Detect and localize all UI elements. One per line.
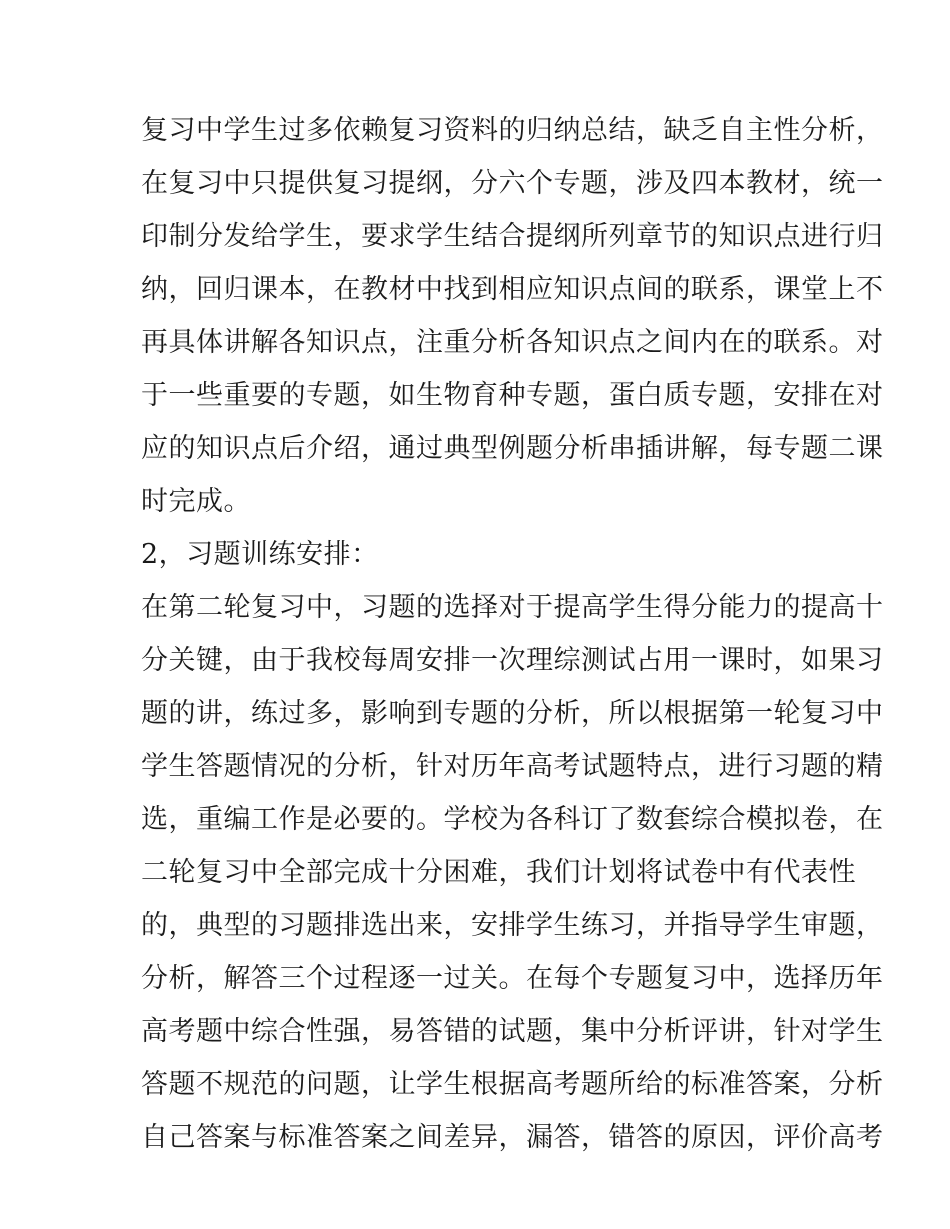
text-line: 于一些重要的专题，如生物育种专题，蛋白质专题，安排在对 <box>141 380 884 411</box>
text-line: 的，典型的习题排选出来，安排学生练习，并指导学生审题， <box>141 910 884 941</box>
text-line: 学生答题情况的分析，针对历年高考试题特点，进行习题的精 <box>141 751 884 782</box>
text-line: 纳，回归课本，在教材中找到相应知识点间的联系，课堂上不 <box>141 274 884 305</box>
section-heading: 2，习题训练安排： <box>141 539 379 570</box>
text-line: 应的知识点后介绍，通过典型例题分析串插讲解，每专题二课 <box>141 433 884 464</box>
text-line: 高考题中综合性强，易答错的试题，集中分析评讲，针对学生 <box>141 1016 884 1047</box>
text-line: 自己答案与标准答案之间差异，漏答，错答的原因，评价高考 <box>141 1122 884 1153</box>
text-line: 再具体讲解各知识点，注重分析各知识点之间内在的联系。对 <box>141 327 884 358</box>
text-line: 印制分发给学生，要求学生结合提纲所列章节的知识点进行归 <box>141 221 884 252</box>
text-line: 分关键，由于我校每周安排一次理综测试占用一课时，如果习 <box>141 645 884 676</box>
text-line: 复习中学生过多依赖复习资料的归纳总结，缺乏自主性分析， <box>141 115 884 146</box>
text-line: 二轮复习中全部完成十分困难，我们计划将试卷中有代表性 <box>141 857 856 888</box>
text-line: 题的讲，练过多，影响到专题的分析，所以根据第一轮复习中 <box>141 698 884 729</box>
text-line: 在第二轮复习中，习题的选择对于提高学生得分能力的提高十 <box>141 592 884 623</box>
text-line: 时完成。 <box>141 486 251 517</box>
body-text <box>141 104 884 1164</box>
text-line: 分析，解答三个过程逐一过关。在每个专题复习中，选择历年 <box>141 963 884 994</box>
text-line: 答题不规范的问题，让学生根据高考题所给的标准答案，分析 <box>141 1069 884 1100</box>
text-line: 选，重编工作是必要的。学校为各科订了数套综合模拟卷，在 <box>141 804 884 835</box>
text-line: 在复习中只提供复习提纲，分六个专题，涉及四本教材，统一 <box>141 168 884 199</box>
